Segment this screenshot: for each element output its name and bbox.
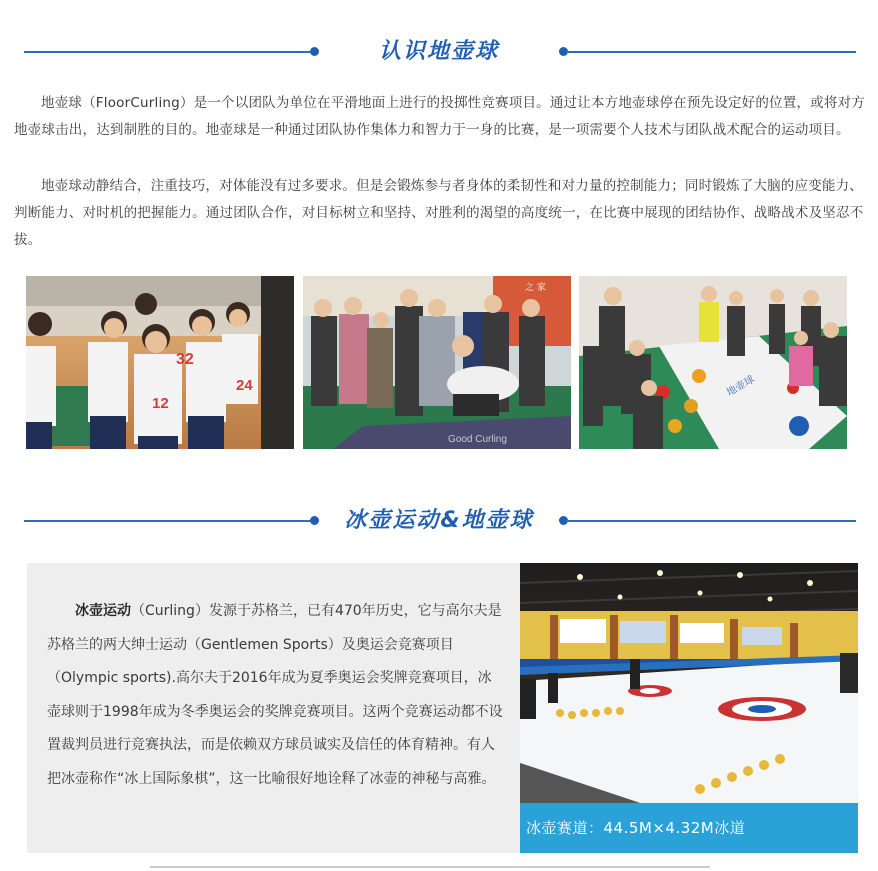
mat-text: 地壶球 xyxy=(725,374,757,399)
section-title: 认识地壶球 xyxy=(378,39,499,64)
svg-text:之 家: 之 家 xyxy=(525,283,546,293)
header-line-right xyxy=(566,520,856,522)
jersey-number-32: 32 xyxy=(176,351,194,368)
mat-text: Good Curling xyxy=(448,434,507,445)
photo-children-team-image xyxy=(26,276,294,449)
curling-body: （Curling）发源于苏格兰，已有470年历史，它与高尔夫是苏格兰的两大绅士运动（Gentlemen Sports）及奥运会竞赛项目（Olympic sports).高尔夫于2016年成为夏季奥运会奖牌竞赛项目，冰壶球则于1998年成为冬季奥运会的奖牌竞赛项目。这两个竞赛运动都不设置裁判员进行竞赛执法，而是依赖双方球员诚实及信任的体育精神。有人把冰壶称作“冰上国际象棋”，这一比喻很好地诠释了冰壶的神秘与高雅。 xyxy=(47,603,503,787)
photo-elderly-players xyxy=(303,276,571,449)
section-header-2 xyxy=(0,505,878,537)
curling-info-panel xyxy=(27,563,520,853)
section-title: 冰壶运动&地壶球 xyxy=(344,508,534,533)
photo-kids-mat-image xyxy=(579,276,847,449)
curling-paragraph xyxy=(47,595,503,796)
header-line-right xyxy=(566,51,856,53)
jersey-number-24: 24 xyxy=(236,377,253,394)
jersey-number-12: 12 xyxy=(152,395,169,412)
photo-kids-mat xyxy=(579,276,847,449)
arena-caption: 冰壶赛道：44.5M×4.32M冰道 xyxy=(520,803,858,853)
photo-children-team xyxy=(26,276,294,449)
intro-paragraph-1: 地壶球（FloorCurling）是一个以团队为单位在平滑地面上进行的投掷性竞赛项目。通过让本方地壶球停在预先设定好的位置，或将对方地壶球击出，达到制胜的目的。地壶球是一种通过团队协作集体力和智力于一身的比赛，是一项需要个人技术与团队战术配合的运动项目。 xyxy=(14,95,865,138)
curling-arena-photo xyxy=(520,563,858,853)
intro-paragraph-2: 地壶球动静结合，注重技巧，对体能没有过多要求。但是会锻炼参与者身体的柔韧性和对力量的控制能力；同时锻炼了大脑的应变能力、判断能力、对时机的把握能力。通过团队合作，对目标树立和坚持、对胜利的渴望的高度统一，在比赛中展现的团结协作、战略战术及坚忍不拔。 xyxy=(14,178,864,248)
section-header-1 xyxy=(0,36,878,68)
curling-lead: 冰壶运动 xyxy=(75,603,131,619)
bottom-divider xyxy=(150,866,710,868)
photo-elderly-players-image xyxy=(303,276,571,449)
